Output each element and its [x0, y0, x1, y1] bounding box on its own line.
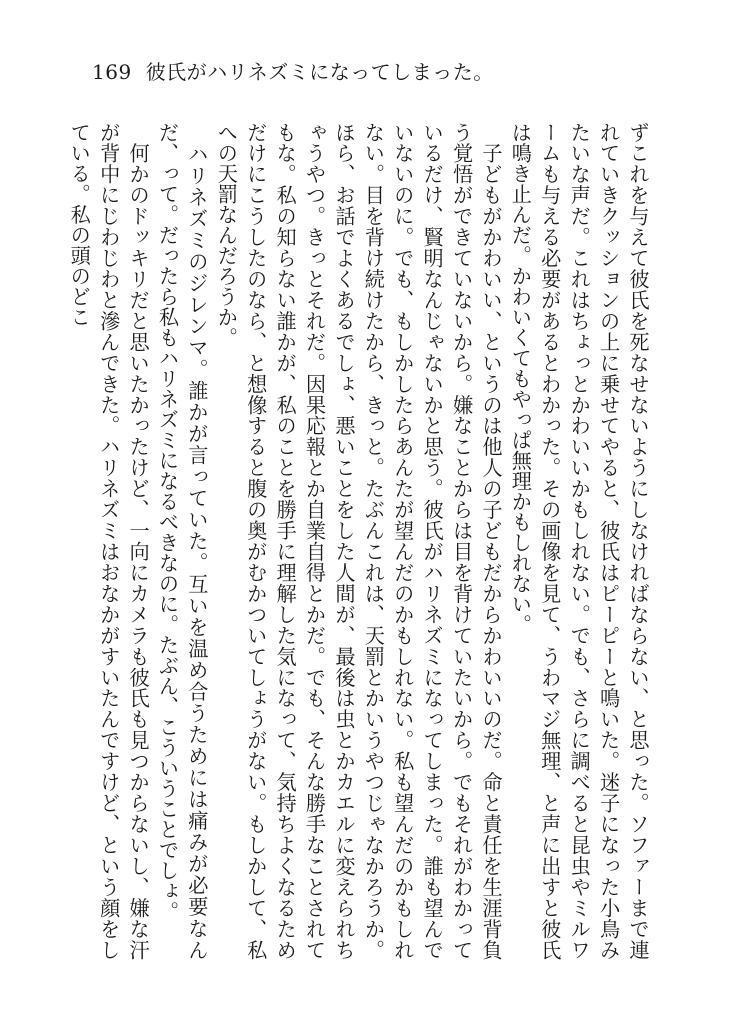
running-header [92, 56, 494, 86]
paragraph-1: ずこれを与えて彼氏を死なせないようにしなければならない、と思った。ソファーまで連れていきクッションの上に乗せてやると、彼氏はピーピーと鳴いた。迷子になった小鳥みたいな声だ。これはちょっとかわいいかもしれない。でも、さらに調べると昆虫やミルワームも与える必要があるとわかった。その画像を見て、うわマジ無理、と声に出すと彼氏は鳴き止んだ。かわいくてもやっぱ無理かもしれない。 [508, 122, 650, 960]
page-number: 169 [92, 60, 132, 84]
paragraph-3: ハリネズミのジレンマ。誰かが言っていた。互いを温め合うためには痛みが必要なんだ、って。だったら私もハリネズミになるべきなのに。たぶん、こういうことでしょ。 [155, 122, 209, 960]
chapter-title: 彼氏がハリネズミになってしまった。 [145, 60, 494, 84]
vertical-body-text [67, 122, 652, 960]
paragraph-4: 何かのドッキリだと思いたかったけど、一向にカメラも彼氏も見つからないし、嫌な汗が背中にじわじわと滲んできた。ハリネズミはおなかがすいたんですけど、という顔をしている。私の頭のどこ [67, 122, 151, 960]
paragraph-2: 子どもがかわいい、というのは他人の子どもだからかわいいのだ。命と責任を生涯背負う覚悟ができていないから。嫌なことからは目を背けていたいから。でもそれがわかっているだけ、賢明なんじゃないかと思う。彼氏がハリネズミになってしまった。誰も望んでいないのに。でも、もしかしたらあんたが望んだのかもしれない。私も望んだのかもしれない。目を背け続けたから、きっと。たぶんこれは、天罰とかいうやつじゃなかろうか。ほら、お話でよくあるでしょ、悪いことをした人間が、最後は虫とかカエルに変えられちゃうやつ。きっとそれだ。因果応報とか自業自得とかだ。でも、そんな勝手なことされてもな。私の知らない誰かが、私のことを勝手に理解した気になって、気持ちよくなるためだけにこうしたのなら、と想像すると腹の奥がむかついてしょうがない。もしかして、私への天罰なんだろうか。 [214, 122, 503, 960]
